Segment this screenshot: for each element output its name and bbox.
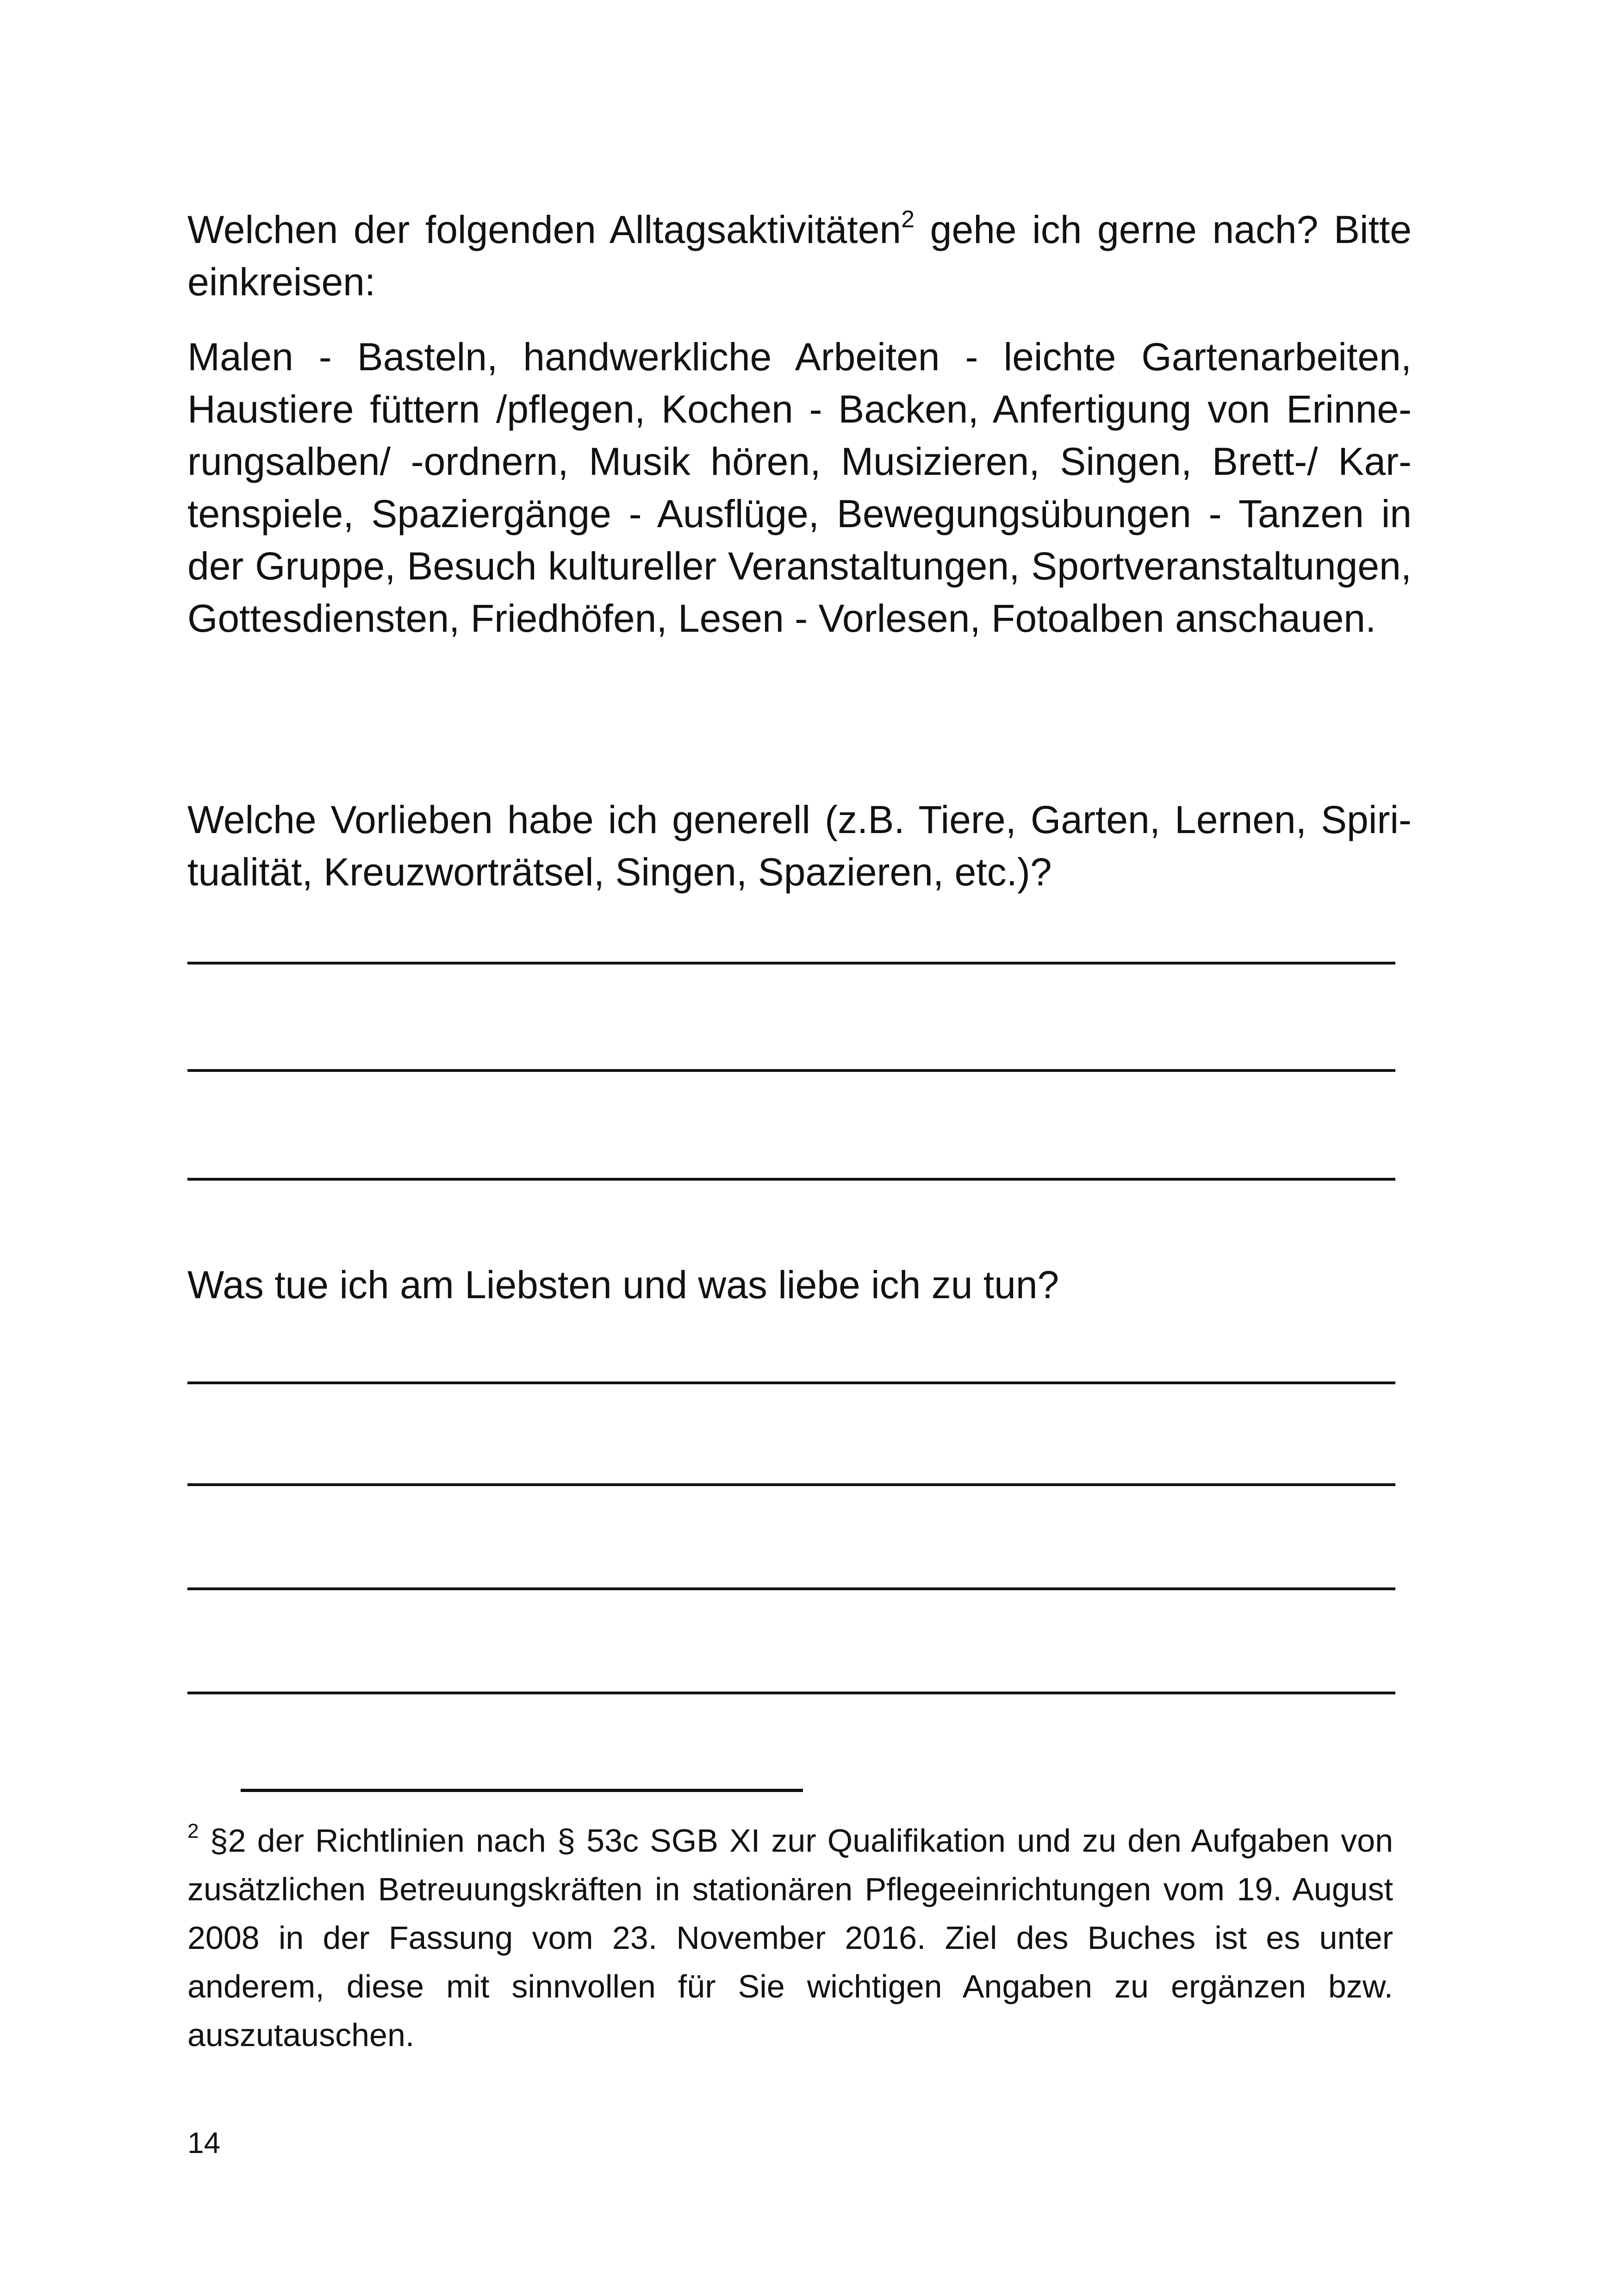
answer-line[interactable] bbox=[187, 1178, 1395, 1181]
page-number: 14 bbox=[187, 2126, 221, 2159]
footnote-text: §2 der Richtlinien nach § 53c SGB XI zur Qualifikation und zu den Aufgaben von zusätzlichen Betreuungskräften in stationären Pflegeeinrichtungen vom 19. August 2008 in der Fassung vom 23. November 2016. Ziel des Buches ist es unter anderem, diese mit sinnvollen für Sie wichtigen Angaben zu ergänzen bzw. auszutauschen. bbox=[187, 1823, 1393, 2053]
answer-line[interactable] bbox=[187, 1587, 1395, 1590]
answer-line[interactable] bbox=[187, 1069, 1395, 1072]
answer-line[interactable] bbox=[187, 1692, 1395, 1694]
footnote bbox=[187, 1817, 1393, 2060]
activities-list: Malen - Basteln, handwerkliche Arbeiten - leichte Gartenarbeiten, Haustiere füttern /pflegen, Kochen - Backen, Anfertigung von Erinnerungsalben/ -ordnern, Musik hören, Musizieren, Singen, Brett-/ Kartenspiele, Spaziergänge - Ausflüge, Bewegungsübungen - Tanzen in der Gruppe, Besuch kultureller Veranstaltungen, Sportveranstaltungen, Gottesdiensten, Friedhöfen, Lesen - Vorlesen, Fotoalben anschauen. bbox=[187, 335, 1412, 640]
question-favorite-things: Was tue ich am Liebsten und was liebe ich zu tun? bbox=[187, 1263, 1059, 1307]
question-daily-activities bbox=[187, 204, 1412, 308]
answer-line[interactable] bbox=[187, 1483, 1395, 1486]
footnote-marker: 2 bbox=[187, 1820, 199, 1842]
question-daily-activities-lead: Welchen der folgenden Alltagsaktivitäten bbox=[187, 208, 902, 251]
answer-line[interactable] bbox=[187, 1381, 1395, 1384]
footnote-separator bbox=[241, 1789, 803, 1792]
question-general-preferences: Welche Vorlieben habe ich generell (z.B. Tiere, Garten, Lernen, Spiritualität, Kreuzworträtsel, Singen, Spazieren, etc.)? bbox=[187, 798, 1412, 894]
footnote-reference: 2 bbox=[901, 206, 915, 233]
answer-line[interactable] bbox=[187, 962, 1395, 964]
question-daily-activities-tail: gehe ich gerne nach? Bitte einkreisen: bbox=[187, 208, 1412, 304]
